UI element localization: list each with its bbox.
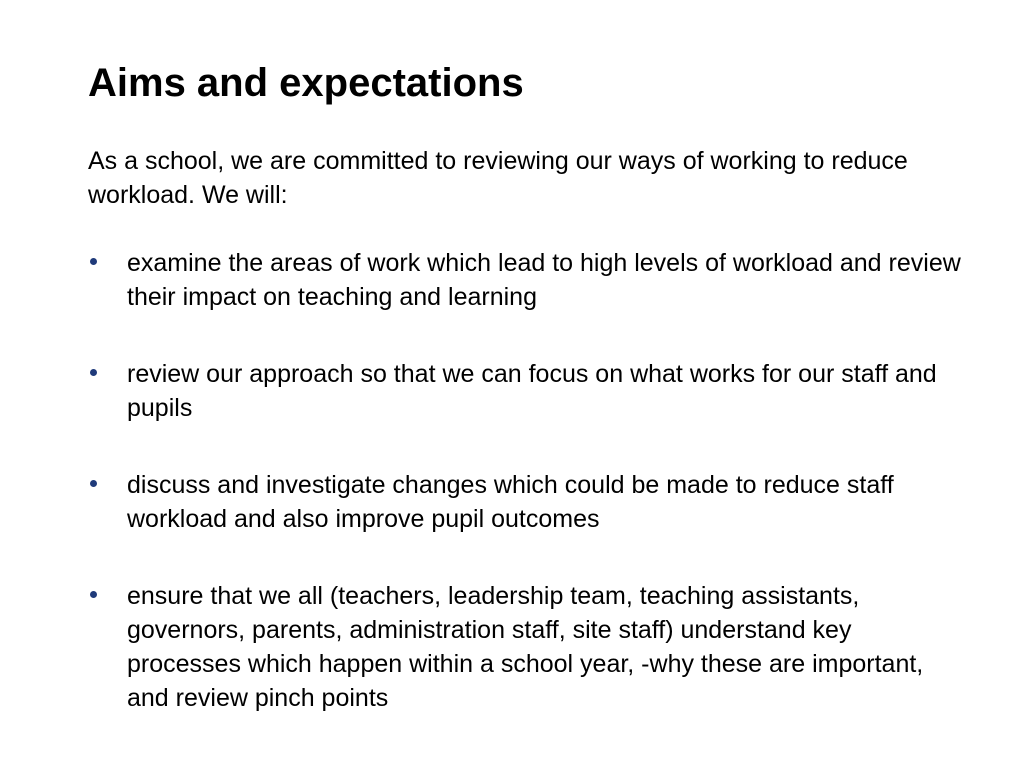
bullet-point-icon [90, 369, 97, 376]
slide-title: Aims and expectations [88, 61, 524, 105]
list-item [88, 579, 968, 715]
list-item [88, 468, 968, 536]
bullet-list [88, 246, 968, 715]
bullet-point-icon [90, 258, 97, 265]
list-item [88, 246, 968, 314]
bullet-point-icon [90, 480, 97, 487]
bullet-text: examine the areas of work which lead to high levels of workload and review their impact on teaching and learning [127, 249, 961, 311]
bullet-text: ensure that we all (teachers, leadership team, teaching assistants, governors, parents, administration staff, site staff) understand key processes which happen within a school year, -why these are important, and review pinch points [127, 582, 924, 712]
bullet-text: review our approach so that we can focus on what works for our staff and pupils [127, 360, 937, 422]
list-item [88, 357, 968, 425]
bullet-point-icon [90, 591, 97, 598]
bullet-text: discuss and investigate changes which could be made to reduce staff workload and also improve pupil outcomes [127, 471, 894, 533]
intro-paragraph: As a school, we are committed to reviewing our ways of working to reduce workload. We will: [88, 147, 908, 209]
